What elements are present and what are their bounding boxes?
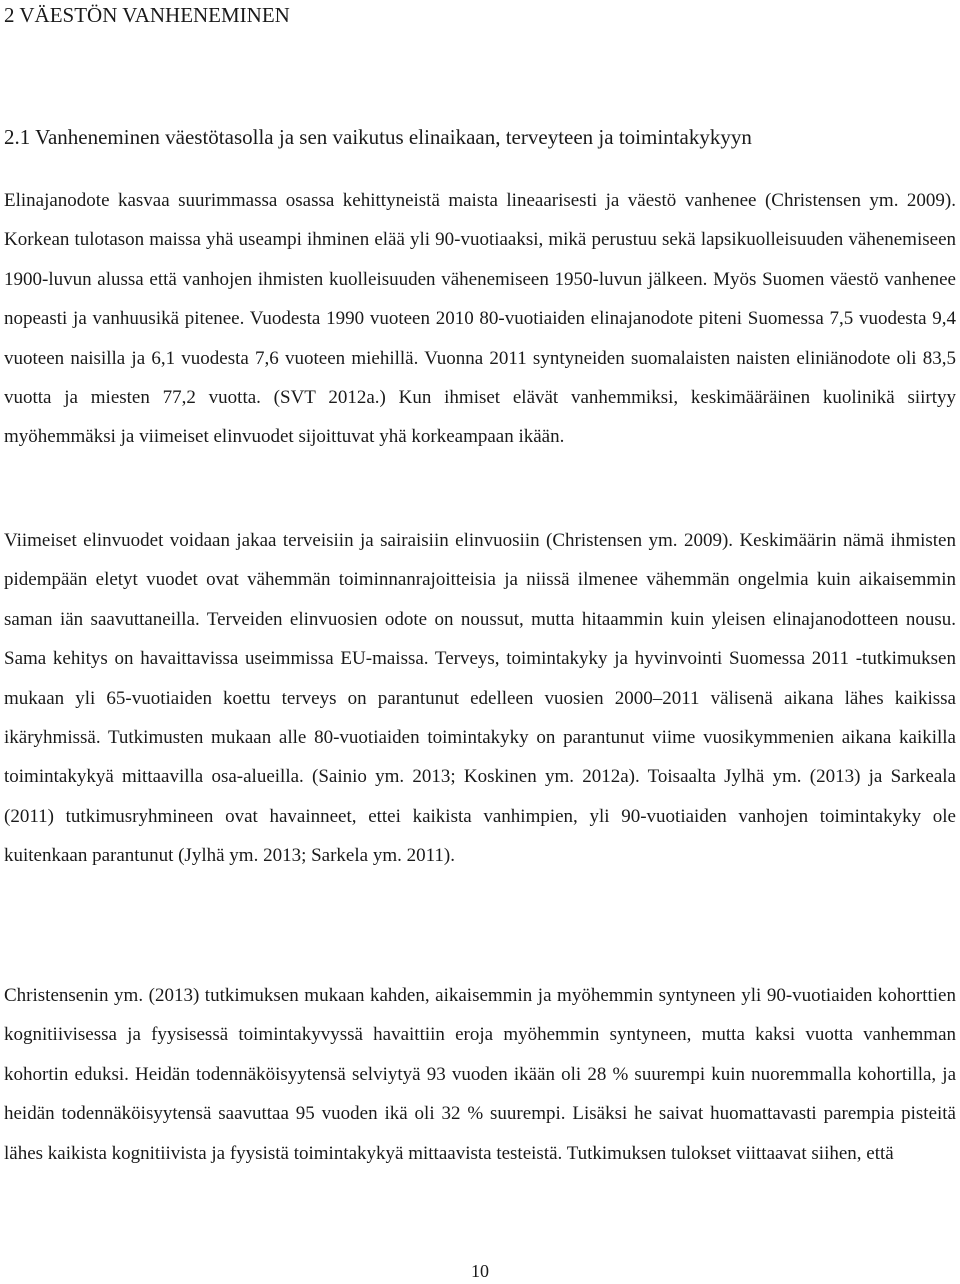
chapter-heading: 2 VÄESTÖN VANHENEMINEN bbox=[4, 3, 290, 27]
paragraph-1: Elinajanodote kasvaa suurimmassa osassa kehittyneistä maista lineaarisesti ja väestö vanhenee (Christensen ym. 2009). Korkean tulotason maissa yhä useampi ihminen elää yli 90-vuotiaaksi, mikä perustuu sekä lapsikuolleisuuden vähenemiseen 1900-luvun alussa että vanhojen ihmisten kuolleisuuden vähenemiseen 1950-luvun jälkeen. Myös Suomen väestö vanhenee nopeasti ja vanhuusikä pitenee. Vuodesta 1990 vuoteen 2010 80-vuotiaiden elinajanodote piteni Suomessa 7,5 vuodesta 9,4 vuoteen naisilla ja 6,1 vuodesta 7,6 vuoteen miehillä. Vuonna 2011 syntyneiden suomalaisten naisten eliniänodote oli 83,5 vuotta ja miesten 77,2 vuotta. (SVT 2012a.) Kun ihmiset elävät vanhemmiksi, keskimääräinen kuolinikä siirtyy myöhemmäksi ja viimeiset elinvuodet sijoittuvat yhä korkeampaan ikään. bbox=[4, 190, 956, 448]
paragraph-3: Christensenin ym. (2013) tutkimuksen mukaan kahden, aikaisemmin ja myöhemmin syntyneen yli 90-vuotiaiden kohorttien kognitiivisessa ja fyysisessä toimintakyvyssä havaittiin eroja myöhemmin syntyneen, mutta kaksi vuotta vanhemman kohortin eduksi. Heidän todennäköisyytensä selviytyä 93 vuoden ikään oli 28 % suurempi kuin nuoremmalla kohortilla, ja heidän todennäköisyytensä saavuttaa 95 vuoden ikä oli 32 % suurempi. Lisäksi he saivat huomattavasti parempia pisteitä lähes kaikista kognitiivista ja fyysistä toimintakykyä mittaavista testeistä. Tutkimuksen tulokset viittaavat siihen, että bbox=[4, 985, 956, 1164]
page-number: 10 bbox=[471, 1261, 489, 1281]
paragraph-2: Viimeiset elinvuodet voidaan jakaa terveisiin ja sairaisiin elinvuosiin (Christensen ym. 2009). Keskimäärin nämä ihmisten pidempään eletyt vuodet ovat vähemmän toiminnanrajoitteisia ja niissä ilmenee vähemmän ongelmia kuin aikaisemmin saman iän saavuttaneilla. Terveiden elinvuosien odote on noussut, mutta hitaammin kuin yleisen elinajanodotteen nousu. Sama kehitys on havaittavissa useimmissa EU-maissa. Terveys, toimintakyky ja hyvinvointi Suomessa 2011 -tutkimuksen mukaan yli 65-vuotiaiden koettu terveys on parantunut edelleen vuosien 2000–2011 välisenä aikana lähes kaikissa ikäryhmissä. Tutkimusten mukaan alle 80-vuotiaiden toimintakyky on parantunut viime vuosikymmenien aikana kaikilla toimintakykyä mittaavilla osa-alueilla. (Sainio ym. 2013; Koskinen ym. 2012a). Toisaalta Jylhä ym. (2013) ja Sarkeala (2011) tutkimusryhmineen ovat havainneet, ettei kaikista vanhimpien, yli 90-vuotiaiden vanhojen toimintakyky ole kuitenkaan parantunut (Jylhä ym. 2013; Sarkela ym. 2011). bbox=[4, 530, 956, 867]
section-heading: 2.1 Vanheneminen väestötasolla ja sen vaikutus elinaikaan, terveyteen ja toimintakykyyn bbox=[4, 125, 752, 149]
